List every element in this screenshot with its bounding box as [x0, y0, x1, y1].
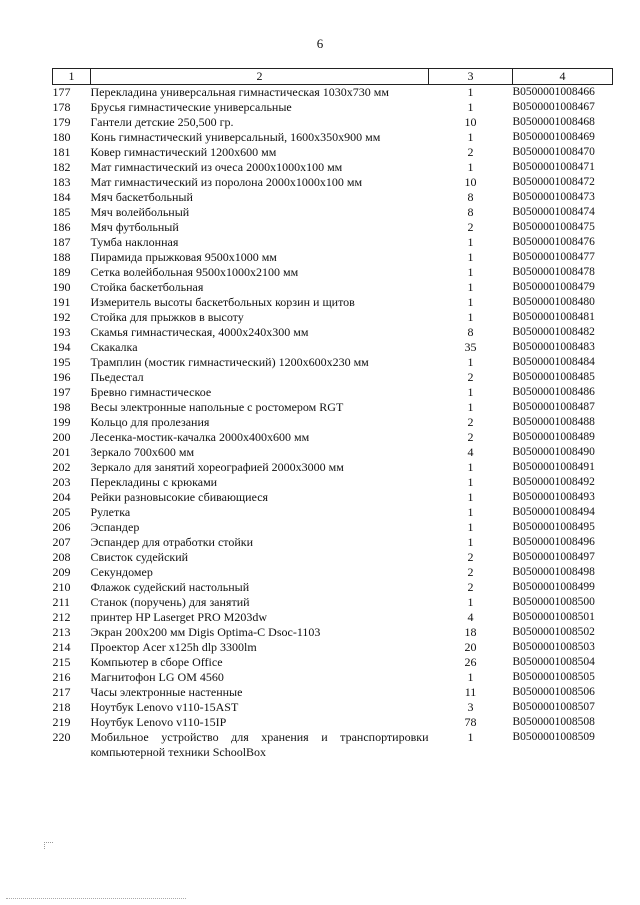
row-number: 183: [52, 175, 71, 189]
row-name: Флажок судейский настольный: [90, 580, 250, 594]
row-code: B0500001008481: [512, 311, 595, 323]
row-quantity: 35: [464, 340, 477, 354]
row-name: Ноутбук Lenovo v110-15AST: [90, 700, 239, 714]
table-row: [53, 700, 613, 715]
table-row: [53, 505, 613, 520]
table-row: [53, 445, 613, 460]
row-name: Перекладины с крюками: [90, 475, 218, 489]
row-code: B0500001008497: [512, 551, 595, 563]
row-name: Мобильное устройство для хранения и транспортировки компьютерной техники SchoolBox: [90, 730, 429, 759]
row-name: Мяч волейбольный: [90, 205, 190, 219]
row-name: принтер HP Laserget PRO M203dw: [90, 610, 268, 624]
row-quantity: 2: [467, 580, 474, 594]
row-quantity: 1: [467, 355, 474, 369]
table-row: [53, 355, 613, 370]
row-number: 200: [52, 430, 71, 444]
row-name: Перекладина универсальная гимнастическая 1030х730 мм: [90, 85, 389, 99]
row-number: 190: [52, 280, 71, 294]
row-quantity: 2: [467, 430, 474, 444]
row-number: 186: [52, 220, 71, 234]
column-header-code: 4: [513, 69, 613, 85]
row-name: Эспандер для отработки стойки: [90, 535, 254, 549]
row-code: B0500001008503: [512, 641, 595, 653]
row-code: B0500001008472: [512, 176, 595, 188]
row-number: 213: [52, 625, 71, 639]
row-name: Сетка волейбольная 9500х1000х2100 мм: [90, 265, 299, 279]
row-name: Бревно гимнастическое: [90, 385, 212, 399]
row-number: 202: [52, 460, 71, 474]
row-number: 205: [52, 505, 71, 519]
row-number: 179: [52, 115, 71, 129]
row-name: Гантели детские 250,500 гр.: [90, 115, 234, 129]
table-row: [53, 520, 613, 535]
row-number: 188: [52, 250, 71, 264]
row-code: B0500001008484: [512, 356, 595, 368]
row-number: 220: [52, 730, 71, 744]
table-row: [53, 400, 613, 415]
row-number: 211: [52, 595, 71, 609]
row-code: B0500001008493: [512, 491, 595, 503]
row-name: Рейки разновысокие сбивающиеся: [90, 490, 269, 504]
row-number: 204: [52, 490, 71, 504]
row-quantity: 1: [467, 130, 474, 144]
row-code: B0500001008494: [512, 506, 595, 518]
row-name: Ковер гимнастический 1200х600 мм: [90, 145, 277, 159]
row-code: B0500001008491: [512, 461, 595, 473]
table-row: [53, 595, 613, 610]
table-row: [53, 685, 613, 700]
row-code: B0500001008480: [512, 296, 595, 308]
table-row: [53, 280, 613, 295]
row-number: 193: [52, 325, 71, 339]
table-row: [53, 250, 613, 265]
row-number: 185: [52, 205, 71, 219]
row-quantity: 1: [467, 520, 474, 534]
row-number: 206: [52, 520, 71, 534]
row-code: B0500001008471: [512, 161, 595, 173]
row-number: 209: [52, 565, 71, 579]
row-name: Магнитофон LG OM 4560: [90, 670, 224, 684]
row-number: 195: [52, 355, 71, 369]
row-code: B0500001008475: [512, 221, 595, 233]
row-number: 181: [52, 145, 71, 159]
row-number: 216: [52, 670, 71, 684]
row-code: B0500001008483: [512, 341, 595, 353]
row-name: Проектор Acer x125h dlp 3300lm: [90, 640, 257, 654]
row-quantity: 8: [467, 190, 474, 204]
table-row: [53, 235, 613, 250]
row-quantity: 11: [464, 685, 477, 699]
table-row: [53, 490, 613, 505]
row-number: 192: [52, 310, 71, 324]
row-number: 196: [52, 370, 71, 384]
table-row: [53, 385, 613, 400]
row-name: Скакалка: [90, 340, 138, 354]
row-code: B0500001008470: [512, 146, 595, 158]
row-quantity: 2: [467, 565, 474, 579]
row-name: Зеркало для занятий хореографией 2000х3000 мм: [90, 460, 344, 474]
table-row: [53, 475, 613, 490]
table-row: [53, 670, 613, 685]
row-code: B0500001008499: [512, 581, 595, 593]
row-quantity: 1: [467, 100, 474, 114]
row-code: B0500001008508: [512, 716, 595, 728]
row-code: B0500001008500: [512, 596, 595, 608]
row-code: B0500001008507: [512, 701, 595, 713]
row-name: Экран 200х200 мм Digis Optima-C Dsoc-1103: [90, 625, 321, 639]
row-quantity: 1: [467, 595, 474, 609]
row-quantity: 8: [467, 325, 474, 339]
row-quantity: 1: [467, 475, 474, 489]
table-row: [53, 415, 613, 430]
row-code: B0500001008474: [512, 206, 595, 218]
table-row: [53, 730, 613, 760]
page-number: 6: [316, 36, 324, 51]
row-name: Скамья гимнастическая, 4000х240х300 мм: [90, 325, 309, 339]
table-row: [53, 265, 613, 280]
row-name: Часы электронные настенные: [90, 685, 243, 699]
row-code: B0500001008501: [512, 611, 595, 623]
row-number: 198: [52, 400, 71, 414]
row-code: B0500001008505: [512, 671, 595, 683]
row-quantity: 1: [467, 730, 474, 744]
row-quantity: 10: [464, 115, 477, 129]
row-name: Ноутбук Lenovo v110-15IP: [90, 715, 227, 729]
table-row: [53, 580, 613, 595]
row-quantity: 3: [467, 700, 474, 714]
row-code: B0500001008496: [512, 536, 595, 548]
table-row: [53, 625, 613, 640]
table-row: [53, 190, 613, 205]
row-name: Секундомер: [90, 565, 153, 579]
row-number: 218: [52, 700, 71, 714]
row-quantity: 1: [467, 490, 474, 504]
row-code: B0500001008467: [512, 101, 595, 113]
row-name: Весы электронные напольные с ростомером RGT: [90, 400, 344, 414]
row-quantity: 1: [467, 85, 474, 99]
row-number: 215: [52, 655, 71, 669]
row-quantity: 1: [467, 310, 474, 324]
column-header-quantity: 3: [429, 69, 513, 85]
table-row: [53, 535, 613, 550]
table-row: [53, 100, 613, 115]
table-row: [53, 85, 613, 101]
scan-mark: [6, 898, 186, 900]
row-number: 217: [52, 685, 71, 699]
table-row: [53, 370, 613, 385]
row-code: B0500001008492: [512, 476, 595, 488]
row-name: Компьютер в сборе Office: [90, 655, 223, 669]
row-quantity: 20: [464, 640, 477, 654]
table-row: [53, 130, 613, 145]
row-code: B0500001008485: [512, 371, 595, 383]
row-code: B0500001008490: [512, 446, 595, 458]
row-quantity: 2: [467, 370, 474, 384]
table-row: [53, 340, 613, 355]
row-number: 197: [52, 385, 71, 399]
row-number: 208: [52, 550, 71, 564]
row-name: Брусья гимнастические универсальные: [90, 100, 292, 114]
row-name: Пьедестал: [90, 370, 144, 384]
row-number: 210: [52, 580, 71, 594]
row-name: Трамплин (мостик гимнастический) 1200х600х230 мм: [90, 355, 369, 369]
row-quantity: 8: [467, 205, 474, 219]
row-quantity: 1: [467, 460, 474, 474]
row-number: 212: [52, 610, 71, 624]
row-quantity: 1: [467, 385, 474, 399]
table-row: [53, 295, 613, 310]
row-quantity: 10: [464, 175, 477, 189]
table-row: [53, 655, 613, 670]
row-quantity: 1: [467, 670, 474, 684]
row-name: Мяч баскетбольный: [90, 190, 193, 204]
row-number: 219: [52, 715, 71, 729]
table-row: [53, 310, 613, 325]
row-name: Эспандер: [90, 520, 140, 534]
column-header-number: 1: [53, 69, 91, 85]
row-name: Измеритель высоты баскетбольных корзин и щитов: [90, 295, 355, 309]
row-code: B0500001008489: [512, 431, 595, 443]
row-code: B0500001008478: [512, 266, 595, 278]
row-code: B0500001008498: [512, 566, 595, 578]
row-quantity: 1: [467, 535, 474, 549]
row-number: 177: [52, 85, 71, 99]
row-quantity: 18: [464, 625, 477, 639]
row-quantity: 1: [467, 400, 474, 414]
row-code: B0500001008468: [512, 116, 595, 128]
table-row: [53, 115, 613, 130]
row-name: Мяч футбольный: [90, 220, 179, 234]
row-code: B0500001008482: [512, 326, 595, 338]
row-name: Свисток судейский: [90, 550, 189, 564]
row-code: B0500001008504: [512, 656, 595, 668]
row-quantity: 2: [467, 550, 474, 564]
table-row: [53, 460, 613, 475]
table-row: [53, 430, 613, 445]
row-name: Конь гимнастический универсальный, 1600х350х900 мм: [90, 130, 381, 144]
row-quantity: 4: [467, 610, 474, 624]
row-name: Лесенка-мостик-качалка 2000х400х600 мм: [90, 430, 310, 444]
table-row: [53, 550, 613, 565]
row-number: 189: [52, 265, 71, 279]
column-header-name: 2: [91, 69, 429, 85]
row-quantity: 1: [467, 295, 474, 309]
row-number: 187: [52, 235, 71, 249]
row-number: 180: [52, 130, 71, 144]
row-name: Мат гимнастический из очеса 2000х1000х100 мм: [90, 160, 343, 174]
row-name: Мат гимнастический из поролона 2000х1000х100 мм: [90, 175, 363, 189]
row-code: B0500001008466: [512, 86, 595, 98]
row-code: B0500001008476: [512, 236, 595, 248]
row-quantity: 78: [464, 715, 477, 729]
row-code: B0500001008495: [512, 521, 595, 533]
row-number: 201: [52, 445, 71, 459]
row-name: Зеркало 700х600 мм: [90, 445, 195, 459]
row-quantity: 4: [467, 445, 474, 459]
table-row: [53, 160, 613, 175]
row-name: Стойка для прыжков в высоту: [90, 310, 244, 324]
row-number: 178: [52, 100, 71, 114]
row-number: 191: [52, 295, 71, 309]
scan-mark: [44, 842, 53, 849]
row-quantity: 1: [467, 235, 474, 249]
row-number: 207: [52, 535, 71, 549]
table-header-row: [53, 69, 613, 85]
row-quantity: 1: [467, 505, 474, 519]
row-code: B0500001008479: [512, 281, 595, 293]
row-number: 184: [52, 190, 71, 204]
table-row: [53, 325, 613, 340]
inventory-table: [52, 68, 613, 760]
row-name: Рулетка: [90, 505, 131, 519]
table-row: [53, 145, 613, 160]
row-number: 214: [52, 640, 71, 654]
row-code: B0500001008487: [512, 401, 595, 413]
table-row: [53, 205, 613, 220]
row-name: Кольцо для пролезания: [90, 415, 210, 429]
row-name: Стойка баскетбольная: [90, 280, 204, 294]
row-number: 199: [52, 415, 71, 429]
row-code: B0500001008488: [512, 416, 595, 428]
row-quantity: 1: [467, 280, 474, 294]
row-number: 194: [52, 340, 71, 354]
row-quantity: 1: [467, 160, 474, 174]
row-name: Тумба наклонная: [90, 235, 179, 249]
row-code: B0500001008469: [512, 131, 595, 143]
table-row: [53, 640, 613, 655]
row-quantity: 2: [467, 415, 474, 429]
row-number: 203: [52, 475, 71, 489]
row-number: 182: [52, 160, 71, 174]
row-code: B0500001008506: [512, 686, 595, 698]
row-quantity: 26: [464, 655, 477, 669]
row-code: B0500001008502: [512, 626, 595, 638]
table-row: [53, 565, 613, 580]
row-quantity: 1: [467, 250, 474, 264]
row-quantity: 1: [467, 265, 474, 279]
table-row: [53, 610, 613, 625]
row-code: B0500001008473: [512, 191, 595, 203]
row-quantity: 2: [467, 220, 474, 234]
row-name: Пирамида прыжковая 9500х1000 мм: [90, 250, 277, 264]
row-code: B0500001008486: [512, 386, 595, 398]
table-row: [53, 715, 613, 730]
table-row: [53, 175, 613, 190]
row-code: B0500001008477: [512, 251, 595, 263]
row-code: B0500001008509: [512, 731, 595, 743]
table-row: [53, 220, 613, 235]
row-quantity: 2: [467, 145, 474, 159]
row-name: Станок (поручень) для занятий: [90, 595, 250, 609]
